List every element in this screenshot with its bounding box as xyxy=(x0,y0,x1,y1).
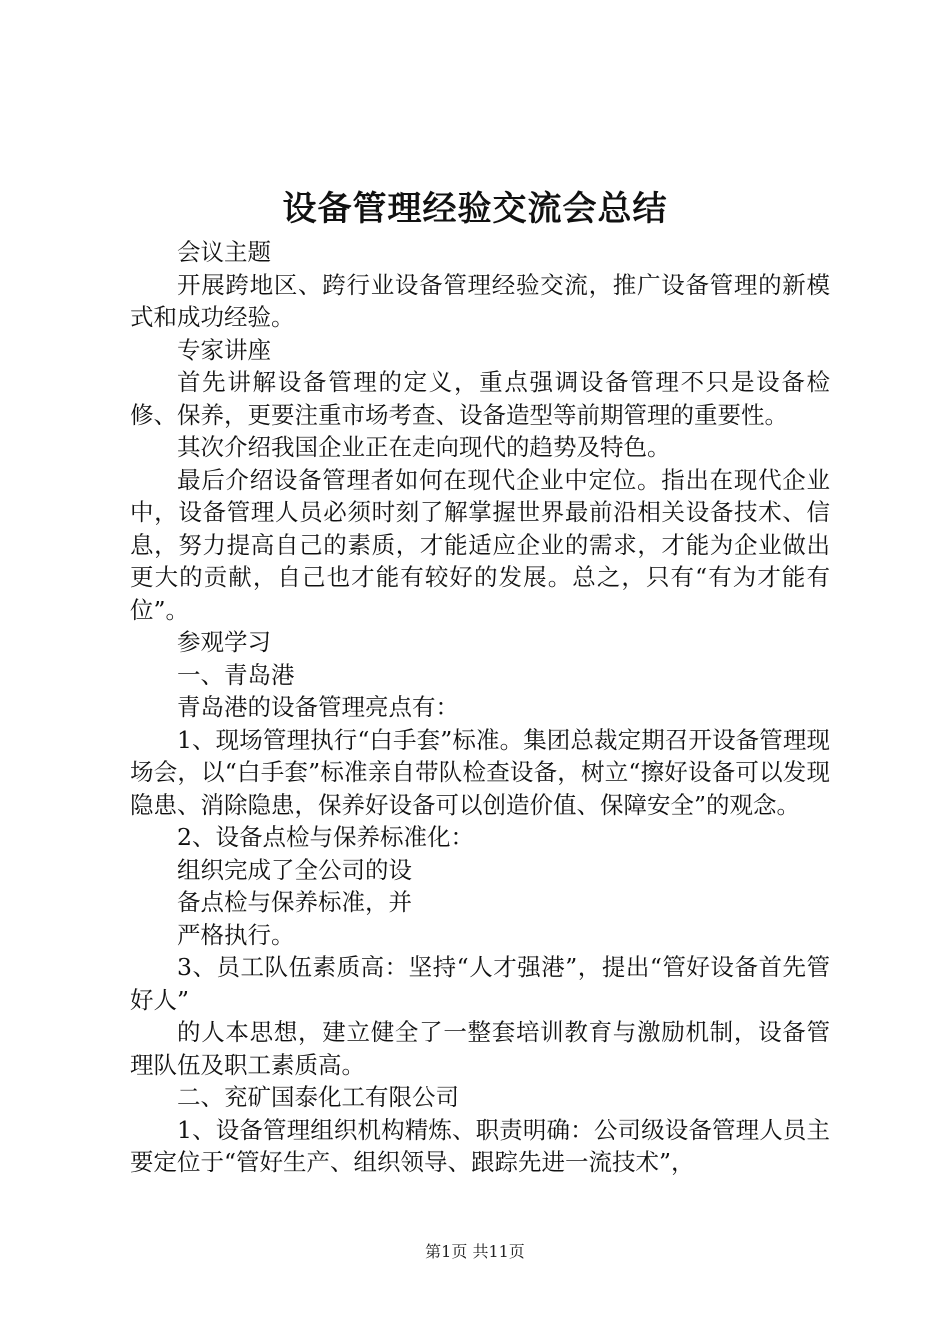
paragraph-lecture-first: 首先讲解设备管理的定义，重点强调设备管理不只是设备检修、保养，更要注重市场考查、设备造型等前期管理的重要性。 xyxy=(130,368,830,429)
paragraph-yankuang-heading: 二、兖矿国泰化工有限公司 xyxy=(177,1083,459,1111)
paragraph-staff-quality: 3、员工队伍素质高：坚持“人才强港”，提出“管好设备首先管好人” xyxy=(130,953,830,1014)
paragraph-standardization-line-2: 备点检与保养标准，并 xyxy=(177,888,412,916)
paragraph-yankuang-organization: 1、设备管理组织机构精炼、职责明确：公司级设备管理人员主要定位于“管好生产、组织领导、跟踪先进一流技术”， xyxy=(130,1115,830,1176)
paragraph-standardization-line-1: 组织完成了全公司的设 xyxy=(177,855,412,884)
paragraph-lecture-second: 其次介绍我国企业正在走向现代的趋势及特色。 xyxy=(177,433,671,461)
paragraph-meeting-theme: 开展跨地区、跨行业设备管理经验交流，推广设备管理的新模式和成功经验。 xyxy=(130,270,830,331)
paragraph-qingdao-highlights: 青岛港的设备管理亮点有： xyxy=(177,693,459,721)
paragraph-visit-heading: 参观学习 xyxy=(177,628,271,656)
paragraph-qingdao-port-heading: 一、青岛港 xyxy=(177,660,295,689)
paragraph-staff-quality-cont: 的人本思想，建立健全了一整套培训教育与激励机制，设备管理队伍及职工素质高。 xyxy=(130,1018,830,1079)
document-body xyxy=(130,236,830,1179)
page-footer: 第1页 共11页 xyxy=(425,1242,525,1261)
document-title: 设备管理经验交流会总结 xyxy=(282,189,668,229)
paragraph-standardization: 2、设备点检与保养标准化： xyxy=(177,823,474,851)
paragraph-lecture-last: 最后介绍设备管理者如何在现代企业中定位。指出在现代企业中，设备管理人员必须时刻了解掌握世界最前沿相关设备技术、信息，努力提高自己的素质，才能适应企业的需求，才能为企业做出更大的贡献，自己也才能有较好的发展。总之，只有“有为才能有位”。 xyxy=(130,465,830,624)
paragraph-expert-lecture-heading: 专家讲座 xyxy=(177,335,271,364)
paragraph-meeting-theme-heading: 会议主题 xyxy=(177,238,271,266)
paragraph-white-glove: 1、现场管理执行“白手套”标准。集团总裁定期召开设备管理现场会，以“白手套”标准亲自带队检查设备，树立“擦好设备可以发现隐患、消除隐患，保养好设备可以创造价值、保障安全”的观念。 xyxy=(130,725,830,819)
paragraph-standardization-line-3: 严格执行。 xyxy=(177,920,295,949)
